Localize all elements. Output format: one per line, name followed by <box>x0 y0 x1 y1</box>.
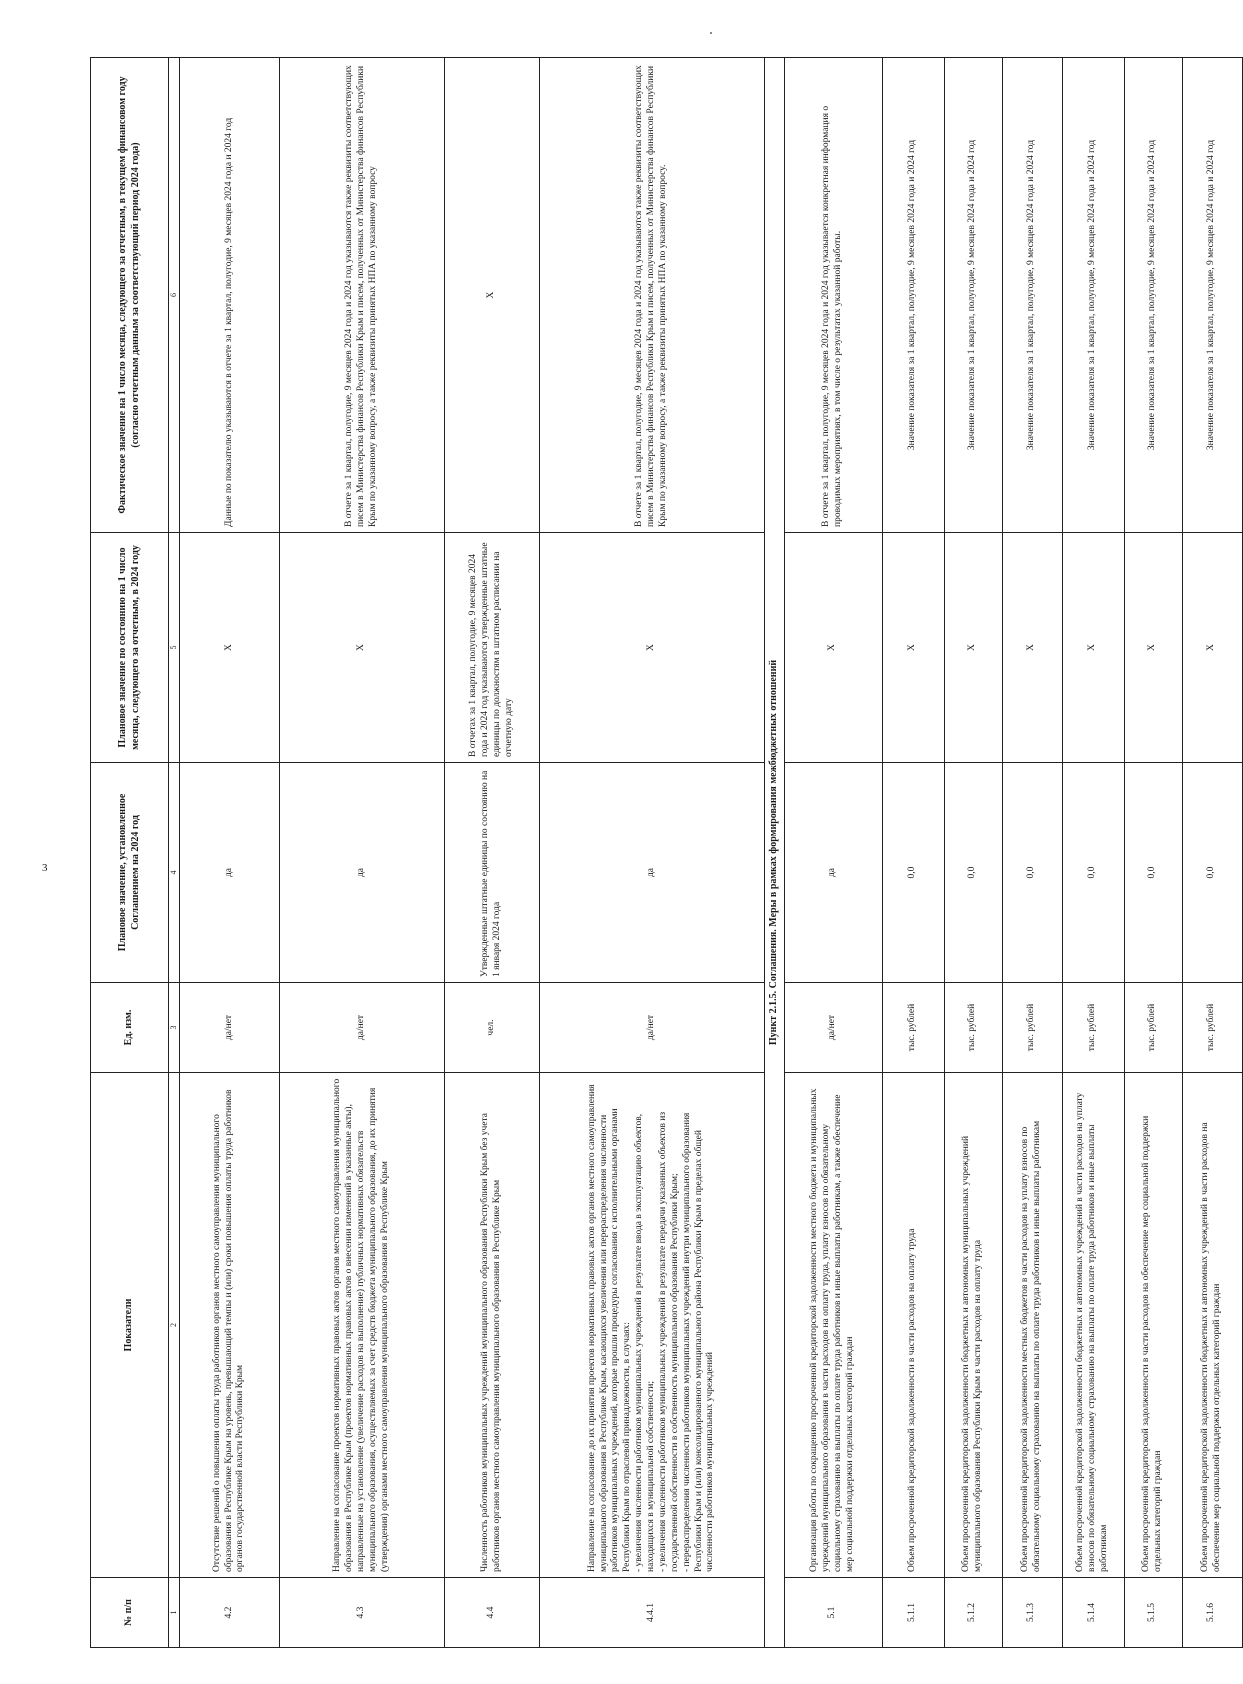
header-unit: Ед. изм. <box>91 983 169 1073</box>
header-row <box>91 58 169 1648</box>
plan-current-cell: X <box>180 533 280 763</box>
unit-cell: тыс. рублей <box>1062 983 1124 1073</box>
indicators-table <box>90 57 1243 1648</box>
header-fact: Фактическое значение на 1 число месяца, следующего за отчетным, в текущем финансовом году (согласно отчетным данным за соответствующий период 2024 года) <box>91 58 169 533</box>
row-number: 5.1.1 <box>882 1578 944 1648</box>
fact-cell: Данные по показателю указываются в отчете за 1 квартал, полугодие, 9 месяцев 2024 года и 2024 год <box>180 58 280 533</box>
table-row <box>1062 58 1124 1648</box>
indicator-cell: Направление на согласование до их принятия проектов нормативных правовых актов органов местного самоуправления муниципального образования в Республике Крым, касающихся увеличения или перераспределения численности работников муниципальных учреждений, которые прошли процедуры согласования с исполнительными органами Республики Крым по отраслевой принадлежности, в случаях: - увеличения численности работников муниципальных учреждений в результате ввода в эксплуатацию объектов, находящихся в муниципальной собственности; - увеличения численности работников муниципальных учреждений в результате передачи указанных объектов из государственной собственности в собственность муниципального образования Республики Крым; - перераспределения численности работников муниципальных учреждений внутри муниципального образования Республики Крым и (или) консолидированного муниципального района Республики Крым в пределах общей численности работников муниципальных учреждений <box>540 1073 765 1578</box>
unit-cell: тыс. рублей <box>882 983 944 1073</box>
plan-current-cell: X <box>784 533 882 763</box>
table-row <box>784 58 882 1648</box>
column-number-row <box>169 58 180 1648</box>
page-number: 3 <box>42 862 48 874</box>
plan-cell: 0,0 <box>1124 763 1182 983</box>
row-number: 4.4 <box>445 1578 540 1648</box>
rotated-table-container <box>90 58 1222 1648</box>
plan-cell: 0,0 <box>882 763 944 983</box>
row-number: 5.1.2 <box>944 1578 1002 1648</box>
fact-cell: Значение показателя за 1 квартал, полугодие, 9 месяцев 2024 года и 2024 год <box>1182 58 1242 533</box>
indicator-cell: Направление на согласование проектов нормативных правовых актов органов местного самоуправления муниципального образования в Республике Крым (проектов нормативных правовых актов о внесении изменений в указанные акты), направленные на установление (увеличение расходов на выполнение) публичных нормативных обязательств муниципального образования, осуществляемых за счет средств бюджета муниципального образования, до их принятия (утверждения) органами местного самоуправления муниципального образования в Республике Крым <box>280 1073 445 1578</box>
row-number: 5.1.4 <box>1062 1578 1124 1648</box>
header-plan: Плановое значение, установленное Соглашением на 2024 год <box>91 763 169 983</box>
plan-cell: 0,0 <box>1062 763 1124 983</box>
column-number: 3 <box>169 983 180 1073</box>
plan-current-cell: X <box>540 533 765 763</box>
indicator-cell: Объем просроченной кредиторской задолженности бюджетных и автономных учреждений в части расходов на уплату взносов по обязательному социальному страхованию на выплаты по оплате труда работников и иные выплаты работникам <box>1062 1073 1124 1578</box>
plan-current-cell: В отчетах за 1 квартал, полугодие, 9 месяцев 2024 года и 2024 год указываются утвержденные штатные единицы по должностям в штатном расписании на отчетную дату <box>445 533 540 763</box>
plan-cell: 0,0 <box>1002 763 1062 983</box>
table-row <box>1124 58 1182 1648</box>
table-row <box>540 58 765 1648</box>
fact-cell: Значение показателя за 1 квартал, полугодие, 9 месяцев 2024 года и 2024 год <box>1062 58 1124 533</box>
table-row <box>882 58 944 1648</box>
plan-current-cell: X <box>1062 533 1124 763</box>
row-number: 5.1.3 <box>1002 1578 1062 1648</box>
indicator-cell: Отсутствие решений о повышении оплаты труда работников органов местного самоуправления муниципального образования в Республике Крым на уровень, превышающий темпы и (или) сроки повышения оплаты труда работников органов государственной власти Республики Крым <box>180 1073 280 1578</box>
table-row <box>1002 58 1062 1648</box>
plan-current-cell: X <box>882 533 944 763</box>
row-number: 5.1 <box>784 1578 882 1648</box>
plan-current-cell: X <box>1124 533 1182 763</box>
column-number: 5 <box>169 533 180 763</box>
indicator-cell: Объем просроченной кредиторской задолженности бюджетных и автономных муниципальных учреждений муниципального образования Республики Крым в части расходов на оплату труда <box>944 1073 1002 1578</box>
fact-cell: В отчете за 1 квартал, полугодие, 9 месяцев 2024 года и 2024 год указываются также реквизиты соответствующих писем в Министерства финансов Республики Крым и писем, полученных от Министерства финансов Республики Крым по указанному вопросу, а также реквизиты принятых НПА по указанному вопросу. <box>540 58 765 533</box>
fact-cell: В отчете за 1 квартал, полугодие, 9 месяцев 2024 года и 2024 год указываются также реквизиты соответствующих писем в Министерства финансов Республики Крым и писем, полученных от Министерства финансов Республики Крым по указанному вопросу, а также реквизиты принятых НПА по указанному вопросу <box>280 58 445 533</box>
row-number: 5.1.6 <box>1182 1578 1242 1648</box>
table-row <box>180 58 280 1648</box>
row-number: 4.4.1 <box>540 1578 765 1648</box>
unit-cell: тыс. рублей <box>1124 983 1182 1073</box>
plan-cell: да <box>280 763 445 983</box>
unit-cell: да/нет <box>180 983 280 1073</box>
column-number: 2 <box>169 1073 180 1578</box>
fact-cell: Значение показателя за 1 квартал, полугодие, 9 месяцев 2024 года и 2024 год <box>944 58 1002 533</box>
header-num: № п/п <box>91 1578 169 1648</box>
unit-cell: да/нет <box>784 983 882 1073</box>
section-row <box>765 58 785 1648</box>
fact-cell: X <box>445 58 540 533</box>
indicator-cell: Объем просроченной кредиторской задолженности бюджетных и автономных учреждений в части расходов на обеспечение мер социальной поддержки отдельных категорий граждан <box>1182 1073 1242 1578</box>
table-row <box>1182 58 1242 1648</box>
plan-cell: да <box>180 763 280 983</box>
plan-current-cell: X <box>1002 533 1062 763</box>
row-number: 4.3 <box>280 1578 445 1648</box>
indicator-cell: Организация работы по сокращению просроченной кредиторской задолженности местного бюджета и муниципальных учреждений муниципального образования в части расходов на оплату труда, уплату взносов по обязательному социальному страхованию на выплаты по оплате труда работников и иные выплаты работникам, а также обеспечение мер социальной поддержки отдельных категорий граждан <box>784 1073 882 1578</box>
fact-cell: В отчете за 1 квартал, полугодие, 9 месяцев 2024 года и 2024 год указывается конкретная информация о проводимых мероприятиях, в том числе о результатах указанной работы. <box>784 58 882 533</box>
column-number: 1 <box>169 1578 180 1648</box>
unit-cell: тыс. рублей <box>944 983 1002 1073</box>
fact-cell: Значение показателя за 1 квартал, полугодие, 9 месяцев 2024 года и 2024 год <box>882 58 944 533</box>
unit-cell: да/нет <box>280 983 445 1073</box>
indicator-cell: Объем просроченной кредиторской задолженности в части расходов на обеспечение мер социальной поддержки отдельных категорий граждан <box>1124 1073 1182 1578</box>
plan-cell: 0,0 <box>944 763 1002 983</box>
unit-cell: да/нет <box>540 983 765 1073</box>
table-body-top <box>180 58 765 1648</box>
scan-speck <box>710 32 712 34</box>
row-number: 4.2 <box>180 1578 280 1648</box>
column-number: 6 <box>169 58 180 533</box>
unit-cell: чел. <box>445 983 540 1073</box>
row-number: 5.1.5 <box>1124 1578 1182 1648</box>
table-row <box>944 58 1002 1648</box>
plan-current-cell: X <box>944 533 1002 763</box>
indicator-cell: Объем просроченной кредиторской задолженности в части расходов на оплату труда <box>882 1073 944 1578</box>
unit-cell: тыс. рублей <box>1182 983 1242 1073</box>
plan-current-cell: X <box>280 533 445 763</box>
indicator-cell: Объем просроченной кредиторской задолженности местных бюджетов в части расходов на уплату взносов по обязательному социальному страхованию на выплаты по оплате труда работников и иные выплаты работникам <box>1002 1073 1062 1578</box>
column-number: 4 <box>169 763 180 983</box>
table-row <box>445 58 540 1648</box>
section-title: Пункт 2.1.5. Соглашения. Меры в рамках формирования межбюджетных отношений <box>765 58 785 1648</box>
fact-cell: Значение показателя за 1 квартал, полугодие, 9 месяцев 2024 года и 2024 год <box>1124 58 1182 533</box>
plan-cell: Утвержденные штатные единицы по состоянию на 1 января 2024 года <box>445 763 540 983</box>
plan-cell: да <box>784 763 882 983</box>
plan-cell: да <box>540 763 765 983</box>
plan-current-cell: X <box>1182 533 1242 763</box>
fact-cell: Значение показателя за 1 квартал, полугодие, 9 месяцев 2024 года и 2024 год <box>1002 58 1062 533</box>
header-plan-current: Плановое значение по состоянию на 1 число месяца, следующего за отчетным, в 2024 году <box>91 533 169 763</box>
indicator-cell: Численность работников муниципальных учреждений муниципального образования Республики Крым без учета работников органов местного самоуправления муниципального образования в Республике Крым <box>445 1073 540 1578</box>
table-body-bottom <box>784 58 1242 1648</box>
table-row <box>280 58 445 1648</box>
plan-cell: 0,0 <box>1182 763 1242 983</box>
section-body <box>765 58 785 1648</box>
unit-cell: тыс. рублей <box>1002 983 1062 1073</box>
header-indicator: Показатели <box>91 1073 169 1578</box>
